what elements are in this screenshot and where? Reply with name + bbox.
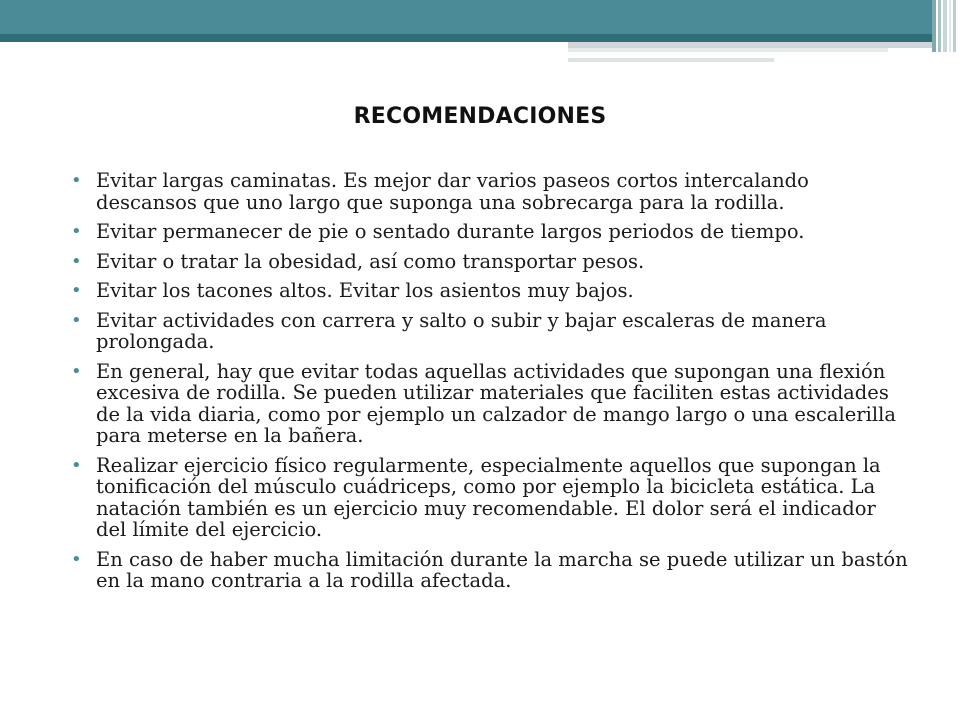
list-item-text: Realizar ejercicio físico regularmente, especialmente aquellos que supongan la tonificación del músculo cuádriceps, como por ejemplo la bicicleta estática. La natación también es un ejercicio muy recomendable. El dolor será el indicador del límite del ejercicio. xyxy=(96,453,881,541)
header-edge-stripe xyxy=(953,0,956,52)
list-item xyxy=(0,549,960,592)
list-item xyxy=(0,361,960,447)
list-item-text: En general, hay que evitar todas aquellas actividades que supongan una flexión excesiva de rodilla. Se pueden utilizar materiales que faciliten estas actividades de la vida diaria, como por ejemplo un calzador de mango largo o una escalerilla para meterse en la bañera. xyxy=(96,359,896,447)
bullet-icon: • xyxy=(71,360,82,382)
bullet-icon: • xyxy=(71,548,82,570)
header-band-shadow xyxy=(0,34,932,42)
list-item-text: Evitar los tacones altos. Evitar los asientos muy bajos. xyxy=(96,279,634,302)
list-item xyxy=(0,170,960,213)
header-edge-stripe xyxy=(943,0,947,52)
bullet-icon: • xyxy=(71,170,82,191)
list-item-text: Evitar o tratar la obesidad, así como transportar pesos. xyxy=(96,249,645,273)
list-item-text: Evitar largas caminatas. Es mejor dar varios paseos cortos intercalando descansos que uno largo que suponga una sobrecarga para la rodilla. xyxy=(96,169,809,214)
header-edge-stripe xyxy=(932,0,936,52)
bullet-icon: • xyxy=(71,280,82,301)
header-accent-line xyxy=(568,48,888,52)
header-edge-stripe xyxy=(949,0,951,52)
bullet-icon: • xyxy=(71,250,82,272)
list-item xyxy=(0,251,960,273)
slide-title: RECOMENDACIONES xyxy=(353,104,607,129)
header-band xyxy=(0,0,932,34)
recommendation-list xyxy=(0,170,960,600)
list-item-text: En caso de haber mucha limitación durante la marcha se puede utilizar un bastón en la mano contraria a la rodilla afectada. xyxy=(96,547,908,592)
list-item xyxy=(0,455,960,541)
header-accent-line xyxy=(568,58,774,62)
bullet-icon: • xyxy=(71,454,82,476)
list-item xyxy=(0,221,960,243)
list-item-text: Evitar permanecer de pie o sentado durante largos periodos de tiempo. xyxy=(96,220,805,243)
bullet-icon: • xyxy=(71,221,82,242)
list-item-text: Evitar actividades con carrera y salto o subir y bajar escaleras de manera prolongada. xyxy=(96,308,827,353)
list-item xyxy=(0,280,960,302)
list-item xyxy=(0,310,960,353)
bullet-icon: • xyxy=(71,309,82,331)
header-edge-stripe xyxy=(938,0,941,52)
